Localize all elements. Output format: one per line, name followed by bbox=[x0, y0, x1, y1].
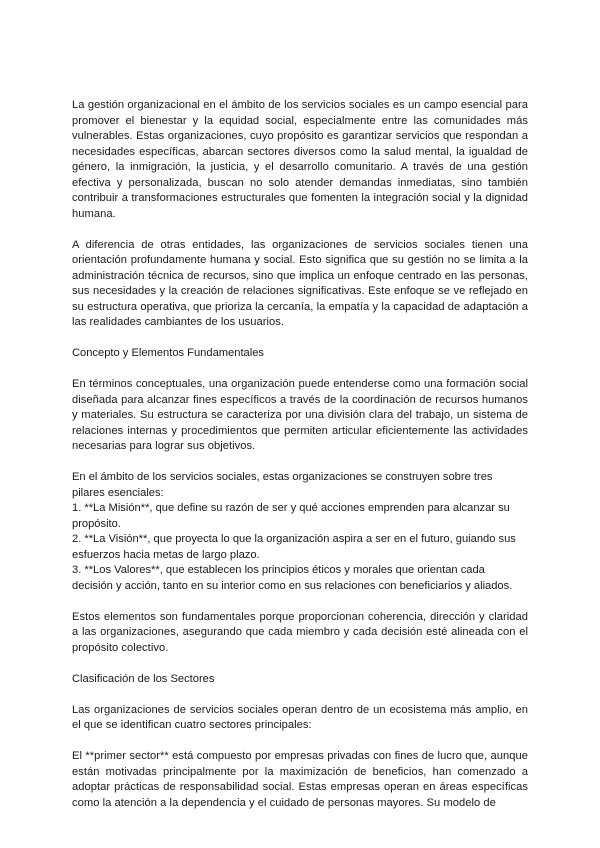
pillar-vision: 2. **La Visión**, que proyecta lo que la organización aspira a ser en el futuro, guiando sus esfuerzos hacia metas de largo plazo. bbox=[72, 533, 516, 561]
primer-sector-paragraph: El **primer sector** está compuesto por empresas privadas con fines de lucro que, aunque están motivadas principalmente por la maximización de beneficios, han comenzado a adoptar prácticas de responsabilidad social. Estas empresas operan en áreas específicas como la atención a la dependencia y el cuidado de personas mayores. Su modelo de bbox=[72, 750, 528, 809]
pillar-mision: 1. **La Misión**, que define su razón de ser y qué acciones emprenden para alcanzar su propósito. bbox=[72, 502, 510, 530]
section-heading-clasificacion: Clasificación de los Sectores bbox=[72, 672, 215, 685]
pillars-list bbox=[72, 501, 528, 594]
elementos-paragraph: Estos elementos son fundamentales porque proporcionan coherencia, dirección y claridad a las organizaciones, asegurando que cada miembro y cada decisión esté alineada con el propósito colectivo. bbox=[72, 610, 528, 654]
intro-paragraph-1: La gestión organizacional en el ámbito de los servicios sociales es un campo esencial para promover el bienestar y la equidad social, especialmente entre las comunidades más vulnerables. Estas organizaciones, cuyo propósito es garantizar servicios que respondan a necesidades específicas, abarcan sectores diversos como la salud mental, la igualdad de género, la inmigración, la justicia, y el desarrollo comunitario. A través de una gestión efectiva y personalizada, buscan no solo atender demandas inmediatas, sino también contribuir a transformaciones estructurales que fomenten la integración social y la dignidad humana. bbox=[72, 99, 528, 220]
sectores-paragraph: Las organizaciones de servicios sociales operan dentro de un ecosistema más amplio, en el que se identifican cuatro sectores principales: bbox=[72, 703, 528, 731]
pillar-valores: 3. **Los Valores**, que establecen los principios éticos y morales que orientan cada decisión y acción, tanto en su interior como en sus relaciones con beneficiarios y aliados. bbox=[72, 564, 513, 592]
concepto-paragraph: En términos conceptuales, una organización puede entenderse como una formación social diseñada para alcanzar fines específicos a través de la coordinación de recursos humanos y materiales. Su estructura se caracteriza por una división clara del trabajo, un sistema de relaciones internas y procedimientos que permiten articular eficientemente las actividades necesarias para lograr sus objetivos. bbox=[72, 378, 528, 452]
pillars-intro: En el ámbito de los servicios sociales, estas organizaciones se construyen sobre tres pilares esenciales: bbox=[72, 471, 493, 499]
section-heading-concepto: Concepto y Elementos Fundamentales bbox=[72, 347, 264, 359]
intro-paragraph-2: A diferencia de otras entidades, las organizaciones de servicios sociales tienen una orientación profundamente humana y social. Esto significa que su gestión no se limita a la administración técnica de recursos, sino que implica un enfoque centrado en las personas, sus necesidades y la creación de relaciones significativas. Este enfoque se ve reflejado en su estructura operativa, que prioriza la cercanía, la empatía y la capacidad de adaptación a las realidades cambiantes de los usuarios. bbox=[72, 238, 528, 328]
document-page bbox=[72, 98, 528, 827]
